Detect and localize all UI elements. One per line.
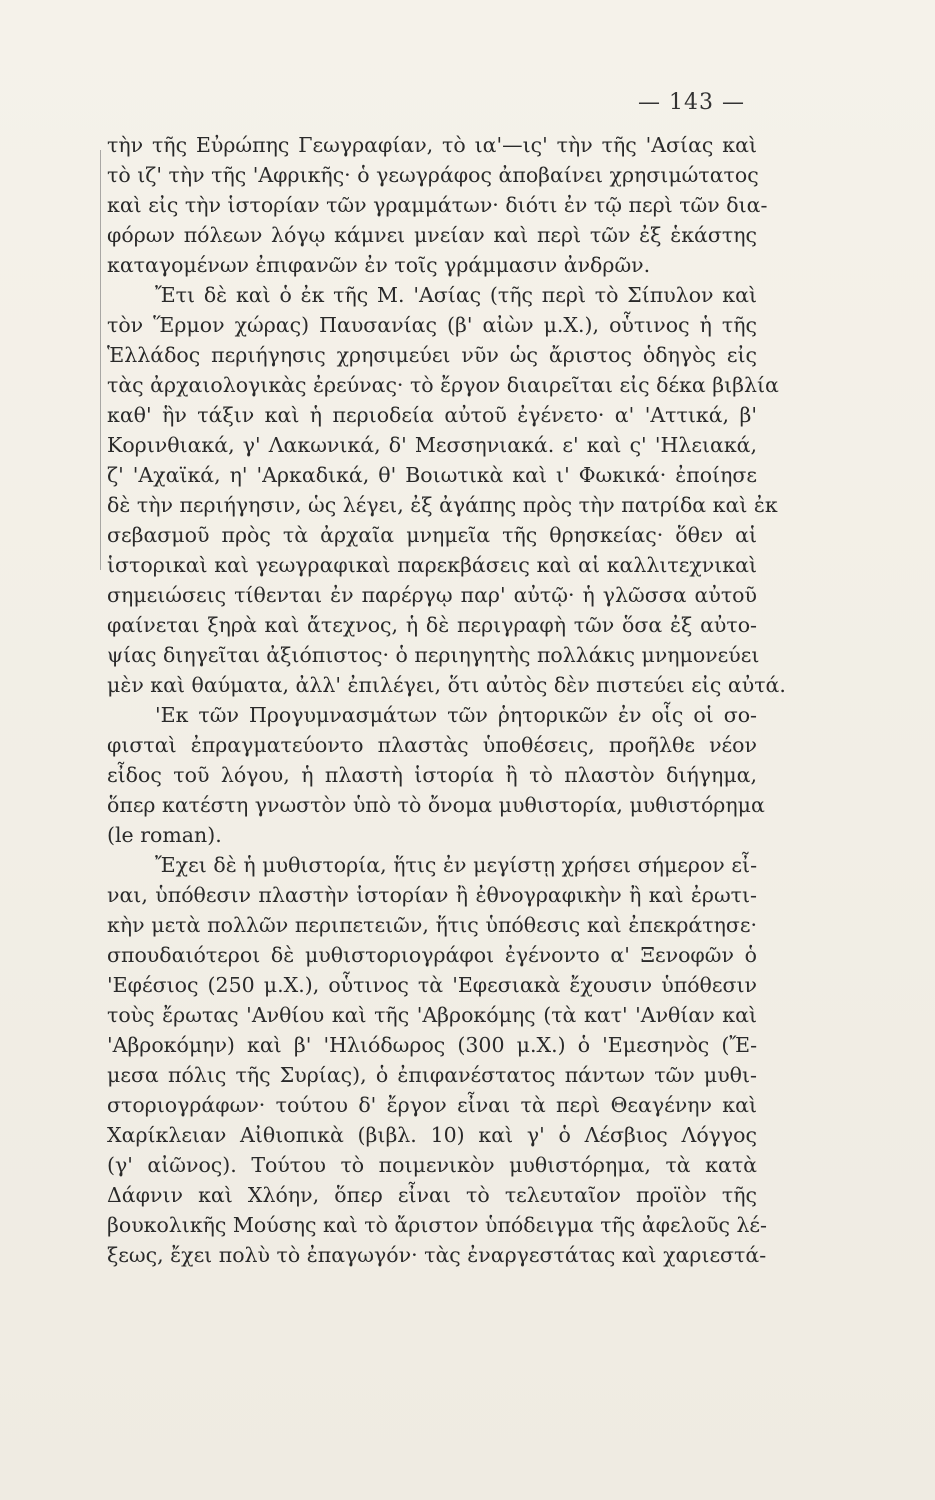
text-line: ναι, ὑπόθεσιν πλαστὴν ἱστορίαν ἢ ἐθνογραφικὴν ἢ καὶ ἐρωτι-	[107, 883, 757, 907]
text-line: τὸν Ἕρμον χώρας) Παυσανίας (β' αἰὼν μ.Χ.), οὗτινος ἡ τῆς	[107, 313, 757, 337]
text-line: τοὺς ἔρωτας 'Ανθίου καὶ τῆς 'Αβροκόμης (τὰ κατ' 'Ανθίαν καὶ	[107, 1003, 757, 1027]
text-line: 'Εφέσιος (250 μ.Χ.), οὗτινος τὰ 'Εφεσιακὰ ἔχουσιν ὑπόθεσιν	[107, 973, 757, 997]
text-line: ξεως, ἔχει πολὺ τὸ ἐπαγωγόν· τὰς ἐναργεστάτας καὶ χαριεστά-	[107, 1243, 767, 1267]
text-line: 'Εκ τῶν Προγυμνασμάτων τῶν ῥητορικῶν ἐν οἷς οἱ σο-	[155, 703, 757, 727]
text-line: ὅπερ κατέστη γνωστὸν ὑπὸ τὸ ὄνομα μυθιστορία, μυθιστόρημα	[107, 793, 765, 817]
text-line: φόρων πόλεων λόγῳ κάμνει μνείαν καὶ περὶ τῶν ἐξ ἑκάστης	[107, 223, 757, 247]
text-line: μεσα πόλις τῆς Συρίας), ὁ ἐπιφανέστατος πάντων τῶν μυθι-	[107, 1063, 757, 1087]
text-line: φισταὶ ἐπραγματεύοντο πλαστὰς ὑποθέσεις, προῆλθε νέον	[107, 733, 757, 757]
text-line: Χαρίκλειαν Αἰθιοπικὰ (βιβλ. 10) καὶ γ' ὁ Λέσβιος Λόγγος	[107, 1123, 757, 1147]
text-line: καὶ εἰς τὴν ἱστορίαν τῶν γραμμάτων· διότι ἐν τῷ περὶ τῶν δια-	[107, 193, 768, 217]
text-line: (le roman).	[107, 823, 222, 847]
margin-mark	[100, 150, 101, 570]
text-line: σπουδαιότεροι δὲ μυθιστοριογράφοι ἐγένοντο α' Ξενοφῶν ὁ	[107, 943, 757, 967]
text-line: ψίας διηγεῖται ἀξιόπιστος· ὁ περιηγητὴς πολλάκις μνημονεύει	[107, 643, 760, 667]
text-line: σημειώσεις τίθενται ἐν παρέργῳ παρ' αὐτῷ· ἡ γλῶσσα αὐτοῦ	[107, 583, 757, 607]
text-line: ἱστορικαὶ καὶ γεωγραφικαὶ παρεκβάσεις καὶ αἱ καλλιτεχνικαὶ	[107, 553, 757, 577]
text-line: κὴν μετὰ πολλῶν περιπετειῶν, ἥτις ὑπόθεσις καὶ ἐπεκράτησε·	[107, 913, 757, 937]
text-line: τὸ ιζ' τὴν τῆς 'Αφρικῆς· ὁ γεωγράφος ἀποβαίνει χρησιμώτατος	[107, 163, 759, 187]
text-line: Ἑλλάδος περιήγησις χρησιμεύει νῦν ὡς ἄριστος ὁδηγὸς εἰς	[107, 343, 757, 367]
page-number: — 143 —	[638, 90, 745, 115]
text-line: βουκολικῆς Μούσης καὶ τὸ ἄριστον ὑπόδειγμα τῆς ἀφελοῦς λέ-	[107, 1213, 767, 1237]
text-line: μὲν καὶ θαύματα, ἀλλ' ἐπιλέγει, ὅτι αὐτὸς δὲν πιστεύει εἰς αὐτά.	[107, 673, 786, 697]
text-line: καθ' ἣν τάξιν καὶ ἡ περιοδεία αὐτοῦ ἐγένετο· α' 'Αττικά, β'	[107, 403, 757, 427]
text-line: (γ' αἰῶνος). Τούτου τὸ ποιμενικὸν μυθιστόρημα, τὰ κατὰ	[107, 1153, 757, 1177]
text-line: εἶδος τοῦ λόγου, ἡ πλαστὴ ἱστορία ἢ τὸ πλαστὸν διήγημα,	[107, 763, 757, 787]
text-line: σεβασμοῦ πρὸς τὰ ἀρχαῖα μνημεῖα τῆς θρησκείας· ὅθεν αἱ	[107, 523, 757, 547]
text-line: τὴν τῆς Εὐρώπης Γεωγραφίαν, τὸ ια'—ις' τὴν τῆς 'Ασίας καὶ	[107, 133, 757, 157]
text-line: Ἔτι δὲ καὶ ὁ ἐκ τῆς Μ. 'Ασίας (τῆς περὶ τὸ Σίπυλον καὶ	[155, 283, 757, 307]
text-line: Ἔχει δὲ ἡ μυθιστορία, ἥτις ἐν μεγίστῃ χρήσει σήμερον εἶ-	[155, 853, 757, 877]
body-text	[107, 130, 786, 1270]
text-line: καταγομένων ἐπιφανῶν ἐν τοῖς γράμμασιν ἀνδρῶν.	[107, 253, 651, 277]
text-line: στοριογράφων· τούτου δ' ἔργον εἶναι τὰ περὶ Θεαγένην καὶ	[107, 1093, 757, 1117]
text-line: Δάφνιν καὶ Χλόην, ὅπερ εἶναι τὸ τελευταῖον προϊὸν τῆς	[107, 1183, 757, 1207]
text-line: 'Αβροκόμην) καὶ β' 'Ηλιόδωρος (300 μ.Χ.) ὁ 'Εμεσηνὸς (Ἔ-	[107, 1033, 757, 1057]
text-line: δὲ τὴν περιήγησιν, ὡς λέγει, ἐξ ἀγάπης πρὸς τὴν πατρίδα καὶ ἐκ	[107, 493, 778, 517]
text-line: τὰς ἀρχαιολογικὰς ἐρεύνας· τὸ ἔργον διαιρεῖται εἰς δέκα βιβλία	[107, 373, 779, 397]
text-line: φαίνεται ξηρὰ καὶ ἄτεχνος, ἡ δὲ περιγραφὴ τῶν ὅσα ἐξ αὐτο-	[107, 613, 757, 637]
text-line: ζ' 'Αχαϊκά, η' 'Αρκαδικά, θ' Βοιωτικὰ καὶ ι' Φωκικά· ἐποίησε	[107, 463, 757, 487]
text-line: Κορινθιακά, γ' Λακωνικά, δ' Μεσσηνιακά. ε' καὶ ς' 'Ηλειακά,	[107, 433, 757, 457]
